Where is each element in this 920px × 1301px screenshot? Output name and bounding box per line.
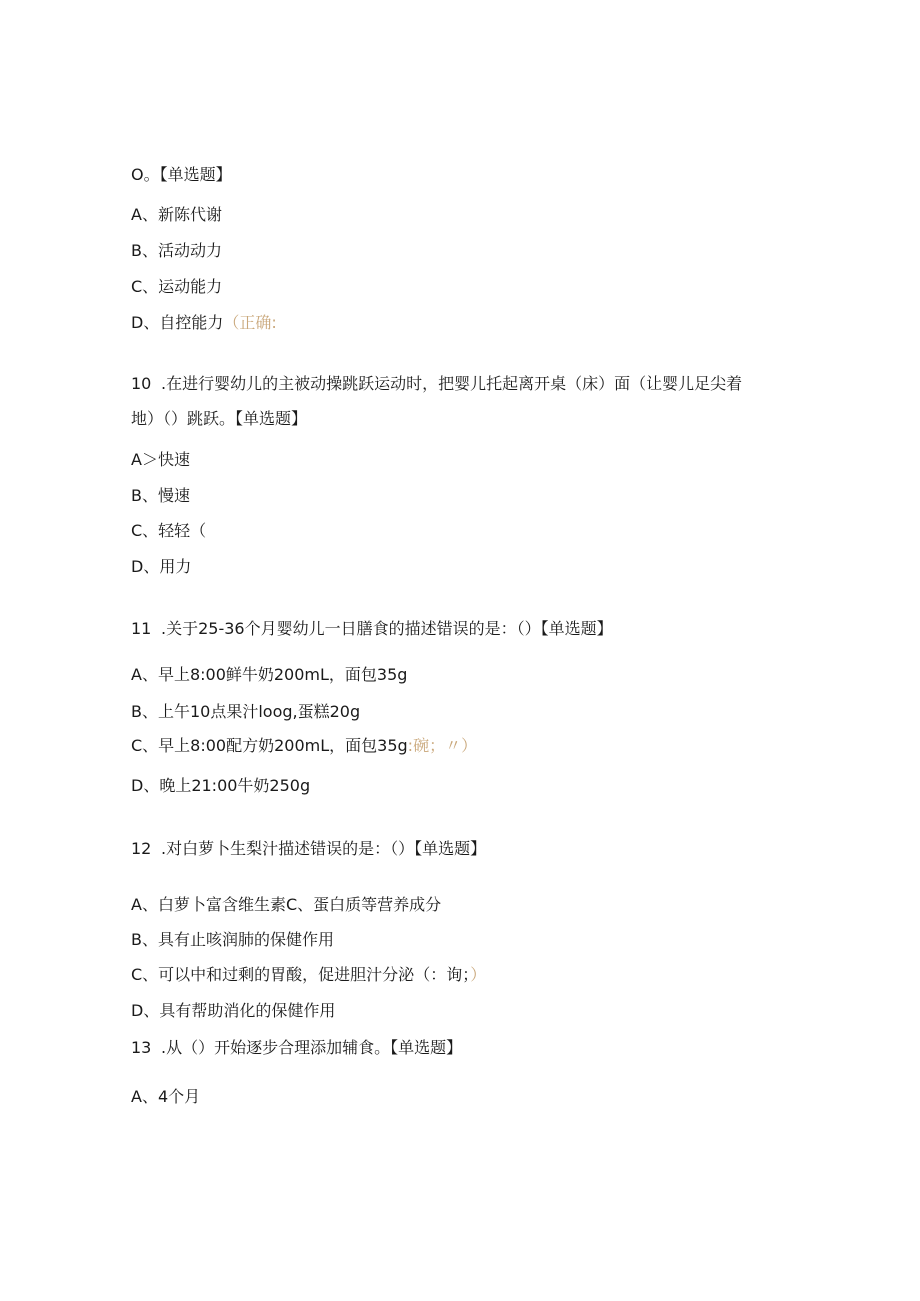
q10-number: 10 xyxy=(131,374,152,393)
q9-option-d xyxy=(131,313,277,333)
q12-option-b: B、具有止咳润肺的保健作用 xyxy=(131,930,334,949)
q11-option-c xyxy=(131,736,477,756)
q12-option-a: A、白萝卜富含维生素C、蛋白质等营养成分 xyxy=(131,895,442,914)
q11-stem xyxy=(131,619,613,639)
q12-stem-text: .对白萝卜生梨汁描述错误的是：（）【单选题】 xyxy=(161,839,487,858)
q11-option-c-text: C、早上8:00配方奶200mL，面包35g xyxy=(131,736,408,755)
q13-stem xyxy=(131,1038,462,1058)
q10-option-d: D、用力 xyxy=(131,557,192,576)
q10-option-b: B、慢速 xyxy=(131,486,190,505)
q12-stem xyxy=(131,839,486,859)
q10-option-a: A＞快速 xyxy=(131,450,190,469)
q13-stem-text: .从（）开始逐步合理添加辅食。【单选题】 xyxy=(161,1038,463,1057)
q11-number: 11 xyxy=(131,619,152,638)
q10-option-c: C、轻轻（ xyxy=(131,521,207,540)
q12-option-c xyxy=(131,965,486,985)
q10-stem-line2: 地）（）跳跃。【单选题】 xyxy=(131,409,308,428)
q9-stem: O。【单选题】 xyxy=(131,165,232,184)
q9-answer-hint: （正确: xyxy=(223,313,277,332)
q12-option-c-text: C、可以中和过剩的胃酸，促进胆汁分泌 xyxy=(131,965,415,984)
q13-number: 13 xyxy=(131,1038,152,1057)
q12-option-d: D、具有帮助消化的保健作用 xyxy=(131,1001,336,1020)
q10-stem-line1 xyxy=(131,374,742,394)
q12-answer-hint-faded: ） xyxy=(470,965,487,984)
q11-option-d: D、晚上21:00牛奶250g xyxy=(131,776,311,795)
q9-option-c: C、运动能力 xyxy=(131,277,223,296)
q11-option-a: A、早上8:00鲜牛奶200mL，面包35g xyxy=(131,665,408,684)
q13-option-a: A、4个月 xyxy=(131,1087,201,1106)
q11-option-b: B、上午10点果汁loog,蛋糕20g xyxy=(131,702,361,721)
q11-answer-hint: :碗；〃） xyxy=(407,736,478,755)
q9-option-b: B、活动动力 xyxy=(131,241,222,260)
q9-option-d-text: D、自控能力 xyxy=(131,313,224,332)
q12-number: 12 xyxy=(131,839,152,858)
q12-answer-hint: （：询； xyxy=(414,965,471,984)
q11-stem-text: .关于25-36个月婴幼儿一日膳食的描述错误的是：（）【单选题】 xyxy=(161,619,613,638)
q9-option-a: A、新陈代谢 xyxy=(131,205,222,224)
q10-stem-text: .在进行婴幼儿的主被动操跳跃运动时，把婴儿托起离开桌（床）面（让婴儿足尖着 xyxy=(161,374,743,393)
